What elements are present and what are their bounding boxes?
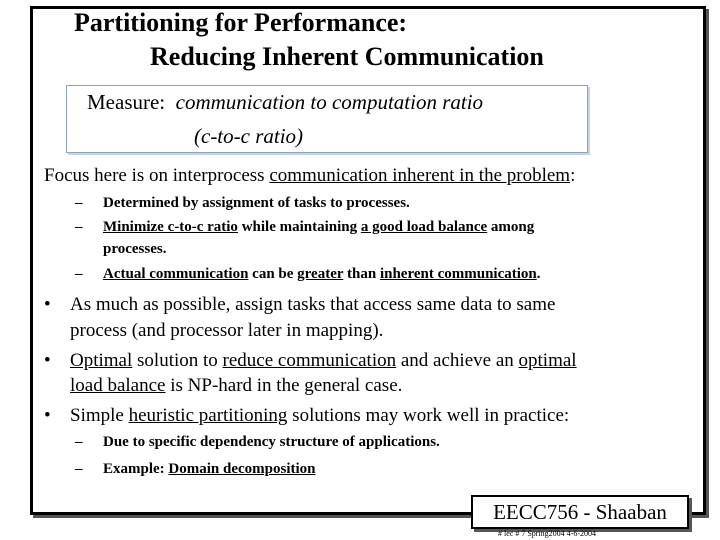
measure-line1: [87, 90, 483, 115]
bullet-2-line2-t: is NP-hard in the general case.: [165, 375, 403, 396]
course-footer-label: EECC756 - Shaaban: [471, 495, 689, 529]
subpoint-5: [103, 461, 316, 478]
focus-post: :: [570, 165, 576, 186]
subpoint-1: Determined by assignment of tasks to processes.: [103, 195, 410, 211]
bullet-2-line2-u: load balance: [70, 375, 166, 396]
slide-title-line1: Partitioning for Performance:: [74, 8, 408, 37]
subpoint-3-u3: inherent communication: [379, 266, 537, 282]
bullet-2-u2: reduce communication: [222, 350, 397, 371]
subpoint-4: Due to specific dependency structure of applications.: [103, 434, 440, 450]
subpoint-3-t2: than: [343, 266, 380, 282]
bullet-3-t1: Simple: [70, 405, 129, 426]
measure-line2: (c-to-c ratio): [194, 124, 304, 148]
slide-title-line2: Reducing Inherent Communication: [150, 42, 544, 71]
subpoint-2-u1: Minimize c-to-c ratio: [103, 219, 238, 235]
subpoint-3-t3: .: [536, 266, 541, 282]
focus-statement: [44, 165, 575, 187]
subpoint-2: [103, 219, 534, 236]
bullet-marker: •: [44, 294, 51, 315]
subpoint-3: [103, 266, 541, 283]
bullet-2-u1: Optimal: [70, 350, 133, 371]
subpoint-3-t1: can be: [248, 266, 298, 282]
bullet-2-t2: and achieve an: [396, 350, 519, 371]
subpoint-2-t1: while maintaining: [237, 219, 361, 235]
bullet-3-u1: heuristic partitioning: [128, 405, 288, 426]
focus-underlined: communication inherent in the problem: [269, 165, 571, 186]
bullet-2-line2: [70, 375, 402, 397]
subpoint-5-u: Domain decomposition: [168, 461, 316, 477]
bullet-2-line1: [70, 350, 577, 372]
dash-marker: –: [75, 195, 83, 211]
bullet-2-t1: solution to: [132, 350, 223, 371]
bullet-marker: •: [44, 350, 51, 371]
dash-marker: –: [75, 461, 83, 477]
bullet-1-line1: As much as possible, assign tasks that access same data to same: [70, 294, 556, 315]
measure-text: communication to computation ratio: [175, 90, 484, 114]
subpoint-3-u1: Actual communication: [103, 266, 249, 282]
dash-marker: –: [75, 219, 83, 235]
measure-box: [66, 85, 588, 153]
lecture-footer-info: # lec # 7 Spring2004 4-6-2004: [498, 529, 596, 538]
bullet-3-t2: solutions may work well in practice:: [287, 405, 570, 426]
bullet-2-u3: optimal: [518, 350, 577, 371]
subpoint-5-t: Example:: [103, 461, 169, 477]
bullet-3: [70, 405, 569, 427]
dash-marker: –: [75, 266, 83, 282]
focus-pre: Focus here is on interprocess: [44, 165, 270, 186]
subpoint-2-continuation: processes.: [103, 241, 167, 257]
subpoint-2-t2: among: [487, 219, 535, 235]
bullet-1-line2: process (and processor later in mapping).: [70, 320, 384, 341]
dash-marker: –: [75, 434, 83, 450]
subpoint-2-u2: a good load balance: [360, 219, 488, 235]
measure-label: Measure:: [87, 90, 166, 114]
subpoint-3-u2: greater: [297, 266, 344, 282]
bullet-marker: •: [44, 405, 51, 426]
